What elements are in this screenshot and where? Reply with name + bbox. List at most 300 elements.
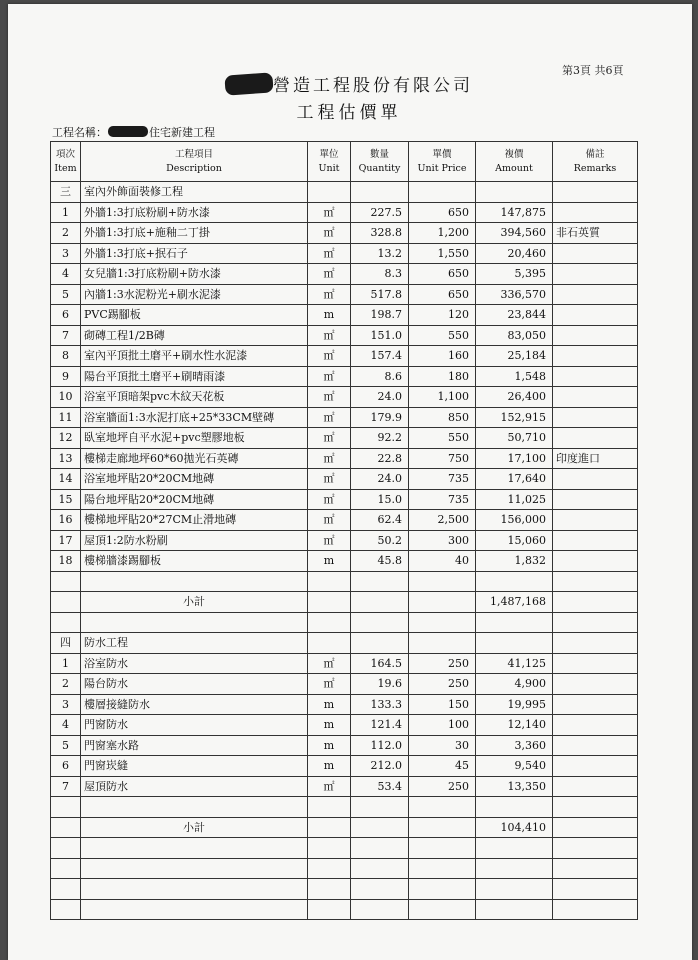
blank-row <box>51 838 638 859</box>
item-unit-price: 650 <box>409 284 476 305</box>
item-description: 樓梯走廊地坪60*60拋光石英磚 <box>81 448 308 469</box>
table-row <box>51 469 638 490</box>
section-number: 三 <box>51 182 81 203</box>
blank-cell <box>476 797 553 818</box>
subtotal-amount: 1,487,168 <box>476 592 553 613</box>
blank-cell <box>308 879 351 900</box>
blank-cell <box>553 612 638 633</box>
item-unit-price: 120 <box>409 305 476 326</box>
header-item: 項次 Item <box>51 142 81 182</box>
item-description: 臥室地坪自平水泥+pvc塑膠地板 <box>81 428 308 449</box>
item-amount: 12,140 <box>476 715 553 736</box>
item-unit-price: 1,550 <box>409 243 476 264</box>
blank-cell <box>51 797 81 818</box>
item-description: 屋頂1:2防水粉刷 <box>81 530 308 551</box>
subtotal-amount: 104,410 <box>476 817 553 838</box>
blank-cell <box>351 899 409 920</box>
blank-cell <box>409 817 476 838</box>
item-remark <box>553 366 638 387</box>
item-number: 16 <box>51 510 81 531</box>
blank-cell <box>476 899 553 920</box>
item-unit: ㎡ <box>308 653 351 674</box>
item-amount: 394,560 <box>476 223 553 244</box>
document-title: 工程估價單 <box>296 103 402 123</box>
item-description: 門窗塞水路 <box>81 735 308 756</box>
blank-cell <box>351 612 409 633</box>
item-remark <box>553 694 638 715</box>
blank-cell <box>351 633 409 654</box>
blank-cell <box>409 612 476 633</box>
blank-cell <box>351 592 409 613</box>
item-unit-price: 850 <box>409 407 476 428</box>
item-unit: ㎡ <box>308 346 351 367</box>
table-row <box>51 387 638 408</box>
item-description: 門窗崁縫 <box>81 756 308 777</box>
item-remark <box>553 551 638 572</box>
item-description: 陽台地坪貼20*20CM地磚 <box>81 489 308 510</box>
item-quantity: 328.8 <box>351 223 409 244</box>
blank-row <box>51 879 638 900</box>
item-amount: 1,832 <box>476 551 553 572</box>
item-number: 7 <box>51 776 81 797</box>
blank-cell <box>351 182 409 203</box>
item-quantity: 8.3 <box>351 264 409 285</box>
table-row <box>51 223 638 244</box>
blank-cell <box>51 571 81 592</box>
item-unit: ㎡ <box>308 264 351 285</box>
section-heading-row <box>51 633 638 654</box>
item-amount: 26,400 <box>476 387 553 408</box>
blank-cell <box>476 879 553 900</box>
blank-cell <box>81 858 308 879</box>
blank-cell <box>51 858 81 879</box>
item-description: 外牆1:3打底+抿石子 <box>81 243 308 264</box>
item-quantity: 13.2 <box>351 243 409 264</box>
item-number: 9 <box>51 366 81 387</box>
blank-cell <box>553 592 638 613</box>
item-remark <box>553 510 638 531</box>
item-unit: ㎡ <box>308 407 351 428</box>
item-description: 外牆1:3打底+施釉二丁掛 <box>81 223 308 244</box>
table-row <box>51 407 638 428</box>
item-unit-price: 650 <box>409 264 476 285</box>
subtotal-label: 小計 <box>81 817 308 838</box>
blank-cell <box>409 858 476 879</box>
item-unit-price: 2,500 <box>409 510 476 531</box>
item-quantity: 45.8 <box>351 551 409 572</box>
blank-row <box>51 858 638 879</box>
blank-cell <box>351 797 409 818</box>
table-row <box>51 653 638 674</box>
table-row <box>51 428 638 449</box>
item-remark <box>553 346 638 367</box>
item-unit: m <box>308 305 351 326</box>
item-remark <box>553 325 638 346</box>
blank-cell <box>51 592 81 613</box>
item-unit: ㎡ <box>308 366 351 387</box>
item-quantity: 15.0 <box>351 489 409 510</box>
item-quantity: 164.5 <box>351 653 409 674</box>
table-row <box>51 243 638 264</box>
item-description: 女兒牆1:3打底粉刷+防水漆 <box>81 264 308 285</box>
item-remark <box>553 530 638 551</box>
blank-cell <box>308 797 351 818</box>
item-amount: 83,050 <box>476 325 553 346</box>
item-description: 砌磚工程1/2B磚 <box>81 325 308 346</box>
item-unit: m <box>308 715 351 736</box>
blank-cell <box>308 838 351 859</box>
blank-cell <box>553 633 638 654</box>
item-amount: 1,548 <box>476 366 553 387</box>
blank-cell <box>409 899 476 920</box>
blank-cell <box>351 858 409 879</box>
item-number: 18 <box>51 551 81 572</box>
project-name: 住宅新建工程 <box>149 126 215 139</box>
item-remark <box>553 428 638 449</box>
item-description: 室內平頂批土磨平+刷水性水泥漆 <box>81 346 308 367</box>
item-unit: ㎡ <box>308 223 351 244</box>
item-description: 陽台平頂批土磨平+刷晴雨漆 <box>81 366 308 387</box>
item-number: 12 <box>51 428 81 449</box>
item-quantity: 212.0 <box>351 756 409 777</box>
section-number: 四 <box>51 633 81 654</box>
item-quantity: 151.0 <box>351 325 409 346</box>
item-unit-price: 40 <box>409 551 476 572</box>
blank-cell <box>351 838 409 859</box>
item-amount: 25,184 <box>476 346 553 367</box>
header-remarks: 備註 Remarks <box>553 142 638 182</box>
item-quantity: 179.9 <box>351 407 409 428</box>
item-amount: 50,710 <box>476 428 553 449</box>
blank-cell <box>409 592 476 613</box>
item-number: 5 <box>51 735 81 756</box>
item-quantity: 24.0 <box>351 387 409 408</box>
item-amount: 17,100 <box>476 448 553 469</box>
blank-cell <box>409 571 476 592</box>
item-description: PVC踢腳板 <box>81 305 308 326</box>
table-row <box>51 510 638 531</box>
item-unit-price: 550 <box>409 325 476 346</box>
table-row <box>51 366 638 387</box>
blank-cell <box>553 838 638 859</box>
item-number: 3 <box>51 694 81 715</box>
blank-cell <box>409 879 476 900</box>
item-unit: ㎡ <box>308 284 351 305</box>
item-number: 17 <box>51 530 81 551</box>
item-number: 10 <box>51 387 81 408</box>
item-unit-price: 160 <box>409 346 476 367</box>
item-unit: ㎡ <box>308 510 351 531</box>
item-unit: m <box>308 694 351 715</box>
item-unit-price: 180 <box>409 366 476 387</box>
table-row <box>51 448 638 469</box>
table-row <box>51 694 638 715</box>
item-remark <box>553 489 638 510</box>
blank-cell <box>308 612 351 633</box>
item-amount: 19,995 <box>476 694 553 715</box>
item-unit-price: 250 <box>409 653 476 674</box>
redacted-project-prefix <box>108 126 148 137</box>
item-amount: 3,360 <box>476 735 553 756</box>
subtotal-label: 小計 <box>81 592 308 613</box>
project-line <box>52 124 215 140</box>
item-unit: m <box>308 756 351 777</box>
project-label: 工程名稱： <box>52 126 107 139</box>
item-description: 門窗防水 <box>81 715 308 736</box>
item-quantity: 19.6 <box>351 674 409 695</box>
item-remark <box>553 653 638 674</box>
item-description: 浴室平頂暗架pvc木紋天花板 <box>81 387 308 408</box>
table-row <box>51 735 638 756</box>
item-unit-price: 1,100 <box>409 387 476 408</box>
item-amount: 41,125 <box>476 653 553 674</box>
estimate-table <box>50 141 638 920</box>
blank-cell <box>476 633 553 654</box>
item-unit: ㎡ <box>308 530 351 551</box>
item-amount: 156,000 <box>476 510 553 531</box>
table-row <box>51 346 638 367</box>
item-amount: 20,460 <box>476 243 553 264</box>
blank-cell <box>409 633 476 654</box>
item-quantity: 53.4 <box>351 776 409 797</box>
item-description: 內牆1:3水泥粉光+刷水泥漆 <box>81 284 308 305</box>
blank-cell <box>308 592 351 613</box>
table-row <box>51 756 638 777</box>
item-unit-price: 1,200 <box>409 223 476 244</box>
item-unit-price: 550 <box>409 428 476 449</box>
company-name-text: 營造工程股份有限公司 <box>273 76 473 96</box>
item-unit-price: 250 <box>409 776 476 797</box>
blank-cell <box>308 571 351 592</box>
item-quantity: 133.3 <box>351 694 409 715</box>
item-unit-price: 300 <box>409 530 476 551</box>
section-heading-row <box>51 182 638 203</box>
item-remark <box>553 756 638 777</box>
subtotal-row <box>51 817 638 838</box>
item-quantity: 62.4 <box>351 510 409 531</box>
blank-cell <box>476 858 553 879</box>
item-amount: 4,900 <box>476 674 553 695</box>
item-number: 7 <box>51 325 81 346</box>
blank-cell <box>81 838 308 859</box>
item-remark <box>553 305 638 326</box>
item-unit: ㎡ <box>308 387 351 408</box>
blank-cell <box>81 571 308 592</box>
blank-cell <box>476 838 553 859</box>
item-description: 樓梯地坪貼20*27CM止滑地磚 <box>81 510 308 531</box>
item-unit: ㎡ <box>308 489 351 510</box>
item-quantity: 227.5 <box>351 202 409 223</box>
item-unit: ㎡ <box>308 776 351 797</box>
blank-cell <box>553 817 638 838</box>
item-remark <box>553 407 638 428</box>
item-amount: 13,350 <box>476 776 553 797</box>
item-quantity: 92.2 <box>351 428 409 449</box>
item-description: 樓梯牆漆踢腳板 <box>81 551 308 572</box>
header-unit: 單位 Unit <box>308 142 351 182</box>
item-amount: 336,570 <box>476 284 553 305</box>
blank-cell <box>81 797 308 818</box>
item-unit-price: 735 <box>409 469 476 490</box>
item-description: 浴室牆面1:3水泥打底+25*33CM壁磚 <box>81 407 308 428</box>
blank-cell <box>409 838 476 859</box>
item-remark: 印度進口 <box>553 448 638 469</box>
item-remark <box>553 469 638 490</box>
item-number: 5 <box>51 284 81 305</box>
item-quantity: 8.6 <box>351 366 409 387</box>
item-remark <box>553 243 638 264</box>
item-unit: m <box>308 735 351 756</box>
item-unit: ㎡ <box>308 674 351 695</box>
item-number: 14 <box>51 469 81 490</box>
table-row <box>51 284 638 305</box>
blank-cell <box>553 879 638 900</box>
item-remark <box>553 284 638 305</box>
blank-row <box>51 797 638 818</box>
item-remark <box>553 387 638 408</box>
item-amount: 152,915 <box>476 407 553 428</box>
blank-cell <box>51 899 81 920</box>
item-number: 13 <box>51 448 81 469</box>
item-unit: ㎡ <box>308 243 351 264</box>
table-header-row <box>51 142 638 182</box>
header-amount: 複價 Amount <box>476 142 553 182</box>
blank-cell <box>308 858 351 879</box>
item-unit: ㎡ <box>308 325 351 346</box>
company-name <box>0 71 698 96</box>
item-description: 浴室地坪貼20*20CM地磚 <box>81 469 308 490</box>
item-number: 4 <box>51 715 81 736</box>
item-amount: 11,025 <box>476 489 553 510</box>
table-row <box>51 202 638 223</box>
item-unit: ㎡ <box>308 202 351 223</box>
item-unit-price: 150 <box>409 694 476 715</box>
item-quantity: 121.4 <box>351 715 409 736</box>
item-amount: 5,395 <box>476 264 553 285</box>
blank-cell <box>308 182 351 203</box>
blank-cell <box>553 899 638 920</box>
item-remark <box>553 264 638 285</box>
item-number: 2 <box>51 223 81 244</box>
blank-cell <box>308 817 351 838</box>
blank-cell <box>409 797 476 818</box>
blank-cell <box>351 817 409 838</box>
table-row <box>51 325 638 346</box>
item-unit-price: 735 <box>409 489 476 510</box>
item-unit: m <box>308 551 351 572</box>
item-amount: 9,540 <box>476 756 553 777</box>
item-unit: ㎡ <box>308 448 351 469</box>
subtotal-row <box>51 592 638 613</box>
header-unit-price: 單價 Unit Price <box>409 142 476 182</box>
item-quantity: 517.8 <box>351 284 409 305</box>
section-title: 防水工程 <box>81 633 308 654</box>
table-row <box>51 264 638 285</box>
section-title: 室內外飾面裝修工程 <box>81 182 308 203</box>
item-remark <box>553 735 638 756</box>
item-number: 4 <box>51 264 81 285</box>
blank-cell <box>351 571 409 592</box>
blank-cell <box>81 612 308 633</box>
item-number: 3 <box>51 243 81 264</box>
item-description: 樓層接縫防水 <box>81 694 308 715</box>
blank-cell <box>308 899 351 920</box>
header-quantity: 數量 Quantity <box>351 142 409 182</box>
blank-cell <box>553 571 638 592</box>
table-row <box>51 305 638 326</box>
blank-cell <box>308 633 351 654</box>
item-description: 屋頂防水 <box>81 776 308 797</box>
item-unit-price: 750 <box>409 448 476 469</box>
redacted-company-prefix <box>224 72 273 95</box>
blank-cell <box>81 899 308 920</box>
item-unit-price: 45 <box>409 756 476 777</box>
item-description: 浴室防水 <box>81 653 308 674</box>
item-number: 15 <box>51 489 81 510</box>
page-number: 第3頁 共6頁 <box>562 64 624 77</box>
blank-cell <box>51 612 81 633</box>
item-number: 6 <box>51 305 81 326</box>
item-remark <box>553 674 638 695</box>
item-unit: ㎡ <box>308 428 351 449</box>
item-amount: 147,875 <box>476 202 553 223</box>
blank-cell <box>51 817 81 838</box>
header-description: 工程項目 Description <box>81 142 308 182</box>
item-number: 1 <box>51 202 81 223</box>
item-number: 1 <box>51 653 81 674</box>
item-unit-price: 30 <box>409 735 476 756</box>
item-quantity: 112.0 <box>351 735 409 756</box>
item-description: 陽台防水 <box>81 674 308 695</box>
blank-cell <box>476 182 553 203</box>
item-unit-price: 250 <box>409 674 476 695</box>
item-number: 2 <box>51 674 81 695</box>
item-remark <box>553 202 638 223</box>
blank-cell <box>476 571 553 592</box>
item-quantity: 22.8 <box>351 448 409 469</box>
blank-row <box>51 571 638 592</box>
table-row <box>51 674 638 695</box>
blank-cell <box>51 838 81 859</box>
blank-cell <box>553 858 638 879</box>
item-quantity: 157.4 <box>351 346 409 367</box>
blank-cell <box>553 797 638 818</box>
blank-cell <box>351 879 409 900</box>
table-row <box>51 776 638 797</box>
blank-row <box>51 899 638 920</box>
item-unit-price: 100 <box>409 715 476 736</box>
item-remark <box>553 776 638 797</box>
blank-cell <box>51 879 81 900</box>
table-row <box>51 551 638 572</box>
item-quantity: 198.7 <box>351 305 409 326</box>
blank-row <box>51 612 638 633</box>
table-row <box>51 489 638 510</box>
item-description: 外牆1:3打底粉刷+防水漆 <box>81 202 308 223</box>
blank-cell <box>409 182 476 203</box>
item-quantity: 50.2 <box>351 530 409 551</box>
item-number: 11 <box>51 407 81 428</box>
item-remark <box>553 715 638 736</box>
item-amount: 17,640 <box>476 469 553 490</box>
blank-cell <box>476 612 553 633</box>
table-row <box>51 530 638 551</box>
blank-cell <box>81 879 308 900</box>
item-unit-price: 650 <box>409 202 476 223</box>
blank-cell <box>553 182 638 203</box>
item-unit: ㎡ <box>308 469 351 490</box>
item-amount: 15,060 <box>476 530 553 551</box>
